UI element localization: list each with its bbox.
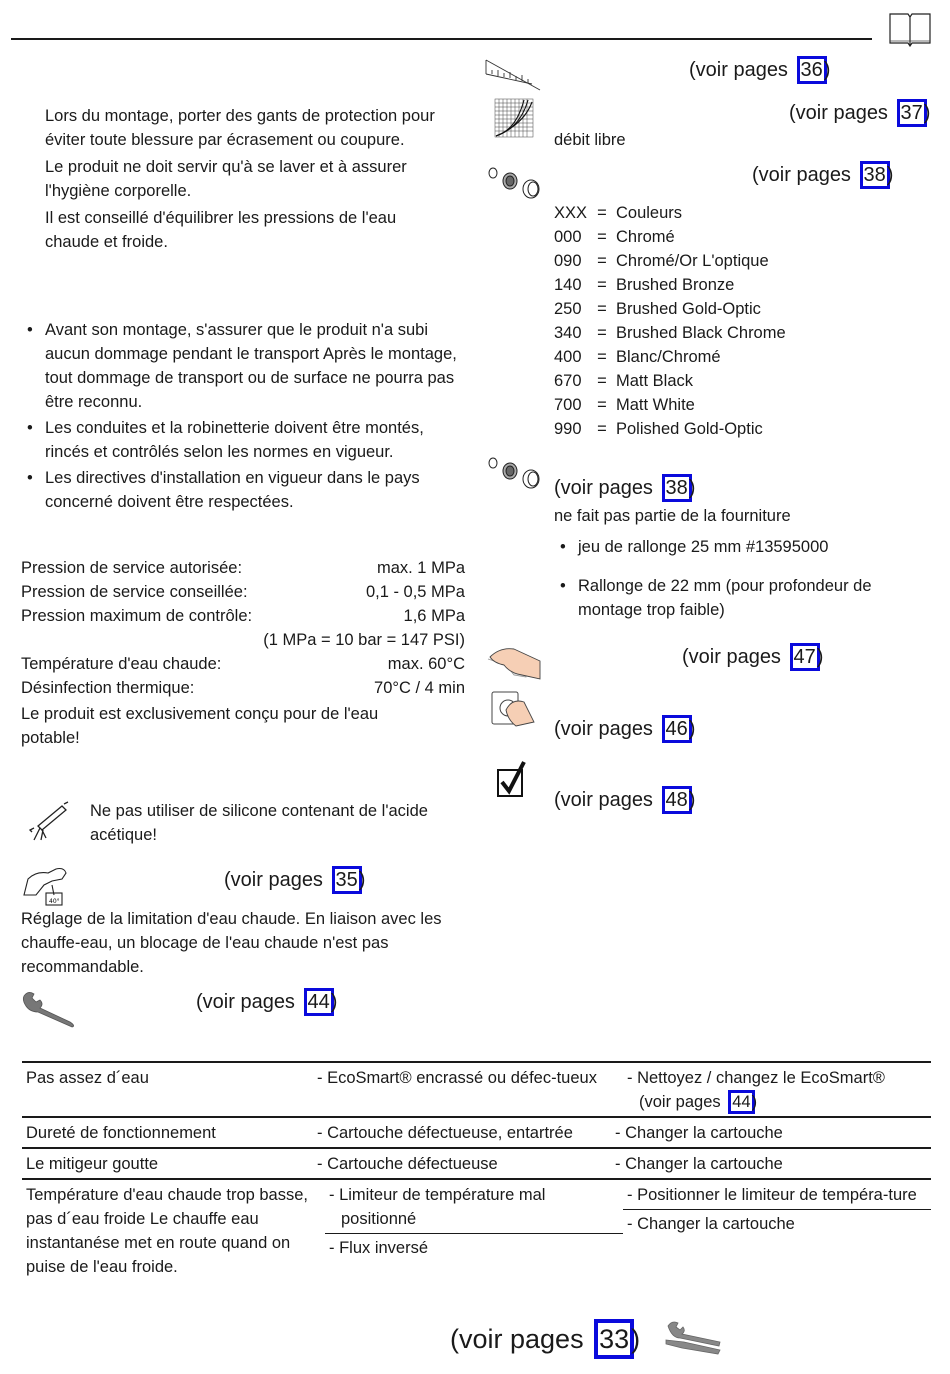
problem-cell: Le mitigeur goutte <box>26 1155 159 1173</box>
color-row: 340 = Brushed Black Chrome <box>554 324 786 342</box>
spec-value: 1,6 MPa <box>403 607 465 625</box>
page-number-box[interactable]: 38 <box>860 161 890 189</box>
page-number-box[interactable]: 33 <box>594 1319 634 1359</box>
list-item: • Les directives d'installation en vigueur dans le pays concerné doivent être respectées. <box>21 466 461 514</box>
spec-value: max. 60°C <box>387 655 465 673</box>
page-number-box[interactable]: 35 <box>332 866 362 894</box>
svg-text:40°: 40° <box>49 898 60 905</box>
cause-cell: - Limiteur de température mal positionné - Flux inversé <box>325 1179 623 1281</box>
color-row: 140 = Brushed Bronze <box>554 276 735 294</box>
spec-row <box>21 604 465 628</box>
color-row: 700 = Matt White <box>554 396 695 414</box>
color-row: XXX = Couleurs <box>554 204 683 222</box>
spec-value: 0,1 - 0,5 MPa <box>365 583 465 601</box>
technical-specs <box>21 556 465 750</box>
spec-row <box>21 676 465 700</box>
flow-label: débit libre <box>554 131 626 149</box>
table-row <box>22 1179 931 1281</box>
reference-link-44-table[interactable]: (voir pages 44) <box>627 1090 927 1114</box>
reference-link-38-accessories[interactable]: (voir pages 38) <box>554 474 695 502</box>
tools-icon <box>664 1320 724 1356</box>
spec-label: Pression de service conseillée: <box>21 583 248 601</box>
reference-link-44[interactable]: (voir pages 44) <box>196 988 337 1016</box>
page-number-box[interactable]: 46 <box>662 715 692 743</box>
reference-link-46[interactable]: (voir pages 46) <box>554 715 695 743</box>
page-number-box[interactable]: 36 <box>797 56 827 84</box>
reference-link-38[interactable]: (voir pages 38) <box>752 161 893 189</box>
ruler-dimension-icon <box>484 58 542 94</box>
intro-paragraph: Le produit ne doit servir qu'à se laver et à assurer l'hygiène corporelle. <box>45 158 407 200</box>
reference-link-48[interactable]: (voir pages 48) <box>554 786 695 814</box>
cleaning-hand-icon <box>486 645 542 681</box>
reference-link-37[interactable]: (voir pages 37) <box>789 99 930 127</box>
problem-cell: Dureté de fonctionnement <box>26 1124 216 1142</box>
spec-label: Pression maximum de contrôle: <box>21 607 253 625</box>
handle-mounting-icon <box>490 688 536 728</box>
troubleshooting-table <box>22 1061 931 1281</box>
page-number-box[interactable]: 44 <box>728 1090 754 1114</box>
page-number-box[interactable]: 38 <box>662 474 692 502</box>
problem-cell: Température d'eau chaude trop basse, pas d´eau froide Le chauffe eau instantanése met en route quand on puise de l'eau froide. <box>26 1186 308 1276</box>
safety-intro <box>45 104 445 257</box>
accessory-list <box>554 535 924 624</box>
potable-note: Le produit est exclusivement conçu pour de l'eau potable! <box>21 705 379 747</box>
remedy-cell: - Positionner le limiteur de tempéra-ture - Changer la cartouche <box>623 1179 931 1281</box>
spec-row <box>21 628 465 652</box>
spare-parts-icon <box>486 455 544 489</box>
intro-paragraph: Il est conseillé d'équilibrer les pressions de l'eau chaude et froide. <box>45 209 397 251</box>
remedy-cell: - Changer la cartouche <box>615 1155 783 1173</box>
intro-paragraph: Lors du montage, porter des gants de protection pour éviter toute blessure par écrasement ou coupure. <box>45 107 435 149</box>
color-row: 250 = Brushed Gold-Optic <box>554 300 761 318</box>
spare-parts-icon <box>486 165 544 199</box>
spec-value: max. 1 MPa <box>376 559 465 577</box>
color-row: 000 = Chromé <box>554 228 675 246</box>
spec-value: (1 MPa = 10 bar = 147 PSI) <box>263 631 465 649</box>
silicone-note: Ne pas utiliser de silicone contenant de l'acide acétique! <box>90 802 428 844</box>
hot-limit-note: Réglage de la limitation d'eau chaude. En liaison avec les chauffe-eau, un blocage de l'eau chaude n'est pas recommandable. <box>21 910 442 976</box>
spec-label: Pression de service autorisée: <box>21 559 243 577</box>
spec-value: 70°C / 4 min <box>374 679 465 697</box>
open-book-icon <box>888 11 932 47</box>
remedy-cell: - Nettoyez / changez le EcoSmart® (voir pages 44) <box>623 1062 931 1117</box>
spec-row <box>21 652 465 676</box>
reference-link-47[interactable]: (voir pages 47) <box>682 643 823 671</box>
spec-row <box>21 556 465 580</box>
spec-row <box>21 580 465 604</box>
table-row <box>22 1062 931 1117</box>
reference-link-35[interactable]: (voir pages 35) <box>224 866 365 894</box>
spec-label: Désinfection thermique: <box>21 679 195 697</box>
page-number-box[interactable]: 48 <box>662 786 692 814</box>
cause-cell: - Cartouche défectueuse, entartrée <box>317 1124 573 1142</box>
color-row: 400 = Blanc/Chromé <box>554 348 721 366</box>
table-row <box>22 1117 931 1148</box>
installation-bullets <box>21 318 461 516</box>
list-item: • Avant son montage, s'assurer que le produit n'a subi aucun dommage pendant le transport Après le montage, tout dommage de transport ou de surface ne pourra pas être reconnu. <box>21 318 461 414</box>
hand-thermostat-icon <box>22 865 70 907</box>
remedy-cell: - Changer la cartouche <box>615 1124 783 1142</box>
page-number-box[interactable]: 44 <box>304 988 334 1016</box>
list-item: • jeu de rallonge 25 mm #13595000 <box>554 535 924 559</box>
spec-label: Température d'eau chaude: <box>21 655 222 673</box>
list-item: • Les conduites et la robinetterie doivent être montés, rincés et contrôlés selon les normes en vigueur. <box>21 416 461 464</box>
not-supplied-note: ne fait pas partie de la fourniture <box>554 507 791 525</box>
color-row: 090 = Chromé/Or L'optique <box>554 252 769 270</box>
cause-cell: - Cartouche défectueuse <box>317 1155 498 1173</box>
color-code-list <box>554 201 934 441</box>
wrench-icon <box>20 990 78 1028</box>
cause-cell: - EcoSmart® encrassé ou défec-tueux <box>317 1069 597 1087</box>
list-item: • Rallonge de 22 mm (pour profondeur de montage trop faible) <box>554 574 924 622</box>
problem-cell: Pas assez d´eau <box>26 1069 149 1087</box>
color-row: 670 = Matt Black <box>554 372 694 390</box>
reference-link-36[interactable]: (voir pages 36) <box>689 56 830 84</box>
flow-chart-grid-icon <box>494 98 534 138</box>
header-rule <box>11 38 872 40</box>
page-number-box[interactable]: 37 <box>897 99 927 127</box>
silicone-gun-icon <box>28 800 70 842</box>
reference-link-33[interactable]: (voir pages 33) <box>450 1319 640 1359</box>
color-row: 990 = Polished Gold-Optic <box>554 420 763 438</box>
table-row <box>22 1148 931 1179</box>
page-number-box[interactable]: 47 <box>790 643 820 671</box>
checkbox-checked-icon <box>496 760 530 798</box>
